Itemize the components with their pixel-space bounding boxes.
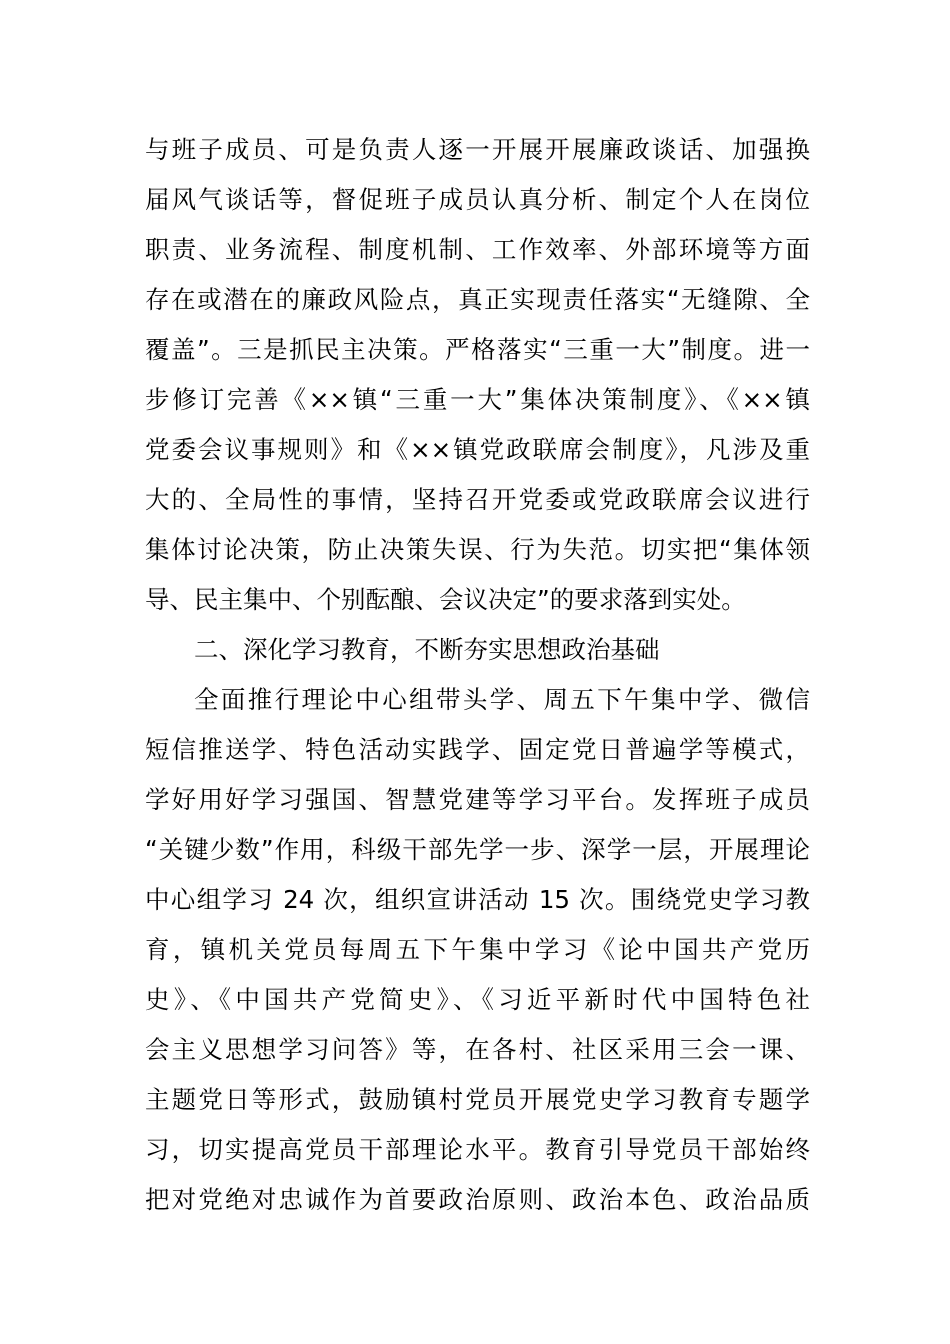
body-text-line: 会主义思想学习问答》等，在各村、社区采用三会一课、: [145, 1035, 810, 1064]
body-text-line: 把对党绝对忠诚作为首要政治原则、政治本色、政治品质: [145, 1185, 810, 1214]
body-text-line: 育，镇机关党员每周五下午集中学习《论中国共产党历: [145, 935, 810, 964]
body-text-line: 史》、《中国共产党简史》、《习近平新时代中国特色社: [145, 985, 810, 1014]
body-text-line: 中心组学习 24 次，组织宣讲活动 15 次。围绕党史学习教: [145, 885, 810, 914]
body-text-line: 全面推行理论中心组带头学、周五下午集中学、微信: [194, 685, 810, 714]
body-text-line: 与班子成员、可是负责人逐一开展开展廉政谈话、加强换: [145, 135, 810, 164]
body-text-line: 集体讨论决策，防止决策失误、行为失范。切实把“集体领: [145, 535, 810, 564]
body-text-line: 学好用好学习强国、智慧党建等学习平台。发挥班子成员: [145, 785, 810, 814]
body-text-line: 存在或潜在的廉政风险点，真正实现责任落实“无缝隙、全: [145, 285, 810, 314]
body-text-line: 覆盖”。三是抓民主决策。严格落实“三重一大”制度。进一: [145, 335, 810, 364]
section-heading: 二、深化学习教育，不断夯实思想政治基础: [194, 635, 660, 664]
body-text-line: 习，切实提高党员干部理论水平。教育引导党员干部始终: [145, 1135, 810, 1164]
body-text-line: “关键少数”作用，科级干部先学一步、深学一层，开展理论: [145, 835, 810, 864]
body-text-line: 大的、全局性的事情，坚持召开党委或党政联席会议进行: [145, 485, 810, 514]
body-text-line: 主题党日等形式，鼓励镇村党员开展党史学习教育专题学: [145, 1085, 810, 1114]
body-text-line: 导、民主集中、个别酝酿、会议决定”的要求落到实处。: [145, 585, 746, 614]
body-text-line: 职责、业务流程、制度机制、工作效率、外部环境等方面: [145, 235, 810, 264]
body-text-line: 党委会议事规则》和《××镇党政联席会制度》，凡涉及重: [145, 435, 810, 464]
body-text-line: 短信推送学、特色活动实践学、固定党日普遍学等模式，: [145, 735, 810, 764]
body-text-line: 届风气谈话等，督促班子成员认真分析、制定个人在岗位: [145, 185, 810, 214]
body-text-line: 步修订完善《××镇“三重一大”集体决策制度》、《××镇: [145, 385, 810, 414]
